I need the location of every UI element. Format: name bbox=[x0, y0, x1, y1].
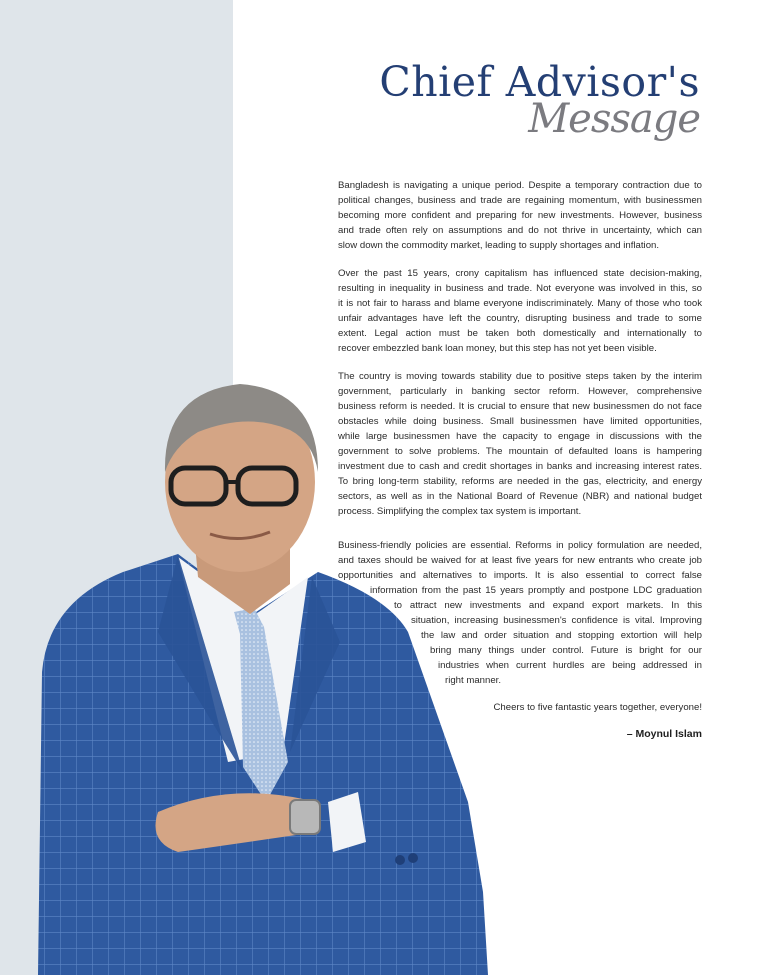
text-line: Bangladesh is navigating a unique period. Despite a temporary contraction due to bbox=[338, 180, 702, 191]
text-line: it is not fair to harass and blame everyone indiscriminately. Many of those who took bbox=[338, 298, 702, 309]
signature: – Moynul Islam bbox=[626, 728, 702, 740]
text-line: right manner. bbox=[445, 675, 501, 686]
text-line: government to solve problems. The mountain of defaulted loans is hampering bbox=[338, 446, 702, 457]
text-line: while large businessmen have the capacity to engage in discussions with the bbox=[338, 431, 702, 442]
text-line: the law and order situation and stopping extortion will help bbox=[421, 630, 702, 641]
paragraph-2 bbox=[338, 266, 702, 356]
text-line: Over the past 15 years, crony capitalism has influenced state decision-making, bbox=[338, 268, 702, 279]
text-line: obstacles while doing business. Small businessmen have limited opportunities, bbox=[338, 416, 702, 427]
text-line: and trade often rely on assumptions and do not thrive in uncertainty, which can bbox=[338, 225, 702, 236]
text-line: The country is moving towards stability due to positive steps taken by the interim bbox=[338, 371, 702, 382]
text-line: opportunities and alternatives to imports. It is also essential to correct false bbox=[338, 570, 702, 581]
text-line: recover embezzled bank loan money, but this step has not yet been visible. bbox=[338, 343, 657, 354]
text-line: to attract new investments and expand export markets. In this bbox=[394, 600, 702, 611]
text-line: sectors, as well as in the National Board of Revenue (NBR) and national budget bbox=[338, 491, 702, 502]
text-line: business reform is needed. It is crucial to ensure that new businessmen do not face bbox=[338, 401, 702, 412]
page-title bbox=[300, 58, 700, 142]
text-line: and taxes should be waived for at least five years for new entrants who create job bbox=[338, 555, 702, 566]
title-main: Chief Advisor's bbox=[379, 58, 700, 106]
text-line: industries when current hurdles are being addressed in bbox=[438, 660, 702, 671]
text-line: investment due to cash and credit shortages in banks and increasing interest rates. bbox=[338, 461, 702, 472]
paragraph-1 bbox=[338, 178, 702, 253]
closing-line: Cheers to five fantastic years together, everyone! bbox=[493, 702, 702, 713]
text-line: situation, increasing businessmen's confidence is vital. Improving bbox=[411, 615, 702, 626]
text-line: political changes, business and trade are regaining momentum, with businessmen bbox=[338, 195, 702, 206]
title-script: Message bbox=[528, 96, 700, 142]
text-line: slow down the commodity market, leading to supply shortages and inflation. bbox=[338, 240, 660, 251]
text-line: Business-friendly policies are essential. Reforms in policy formulation are needed, bbox=[338, 540, 702, 551]
portrait-photo bbox=[28, 372, 488, 975]
text-line: becoming more confident and preparing for new investments. However, business bbox=[338, 210, 702, 221]
text-line: information from the past 15 years promptly and postpone LDC graduation bbox=[370, 585, 702, 596]
text-line: unfair advantages have left the country, disrupting business and trade to some bbox=[338, 313, 702, 324]
text-line: process. Simplifying the complex tax system is important. bbox=[338, 506, 582, 517]
text-line: bring many things under control. Future is bright for our bbox=[430, 645, 702, 656]
text-line: To bring long-term stability, reforms are needed in the gas, electricity, and energy bbox=[338, 476, 702, 487]
text-line: extent. Legal action must be taken both domestically and internationally to bbox=[338, 328, 702, 339]
text-line: government, particularly in banking sector reform. However, comprehensive bbox=[338, 386, 702, 397]
text-line: resulting in inequality in business and trade. Not everyone was involved in this, so bbox=[338, 283, 702, 294]
